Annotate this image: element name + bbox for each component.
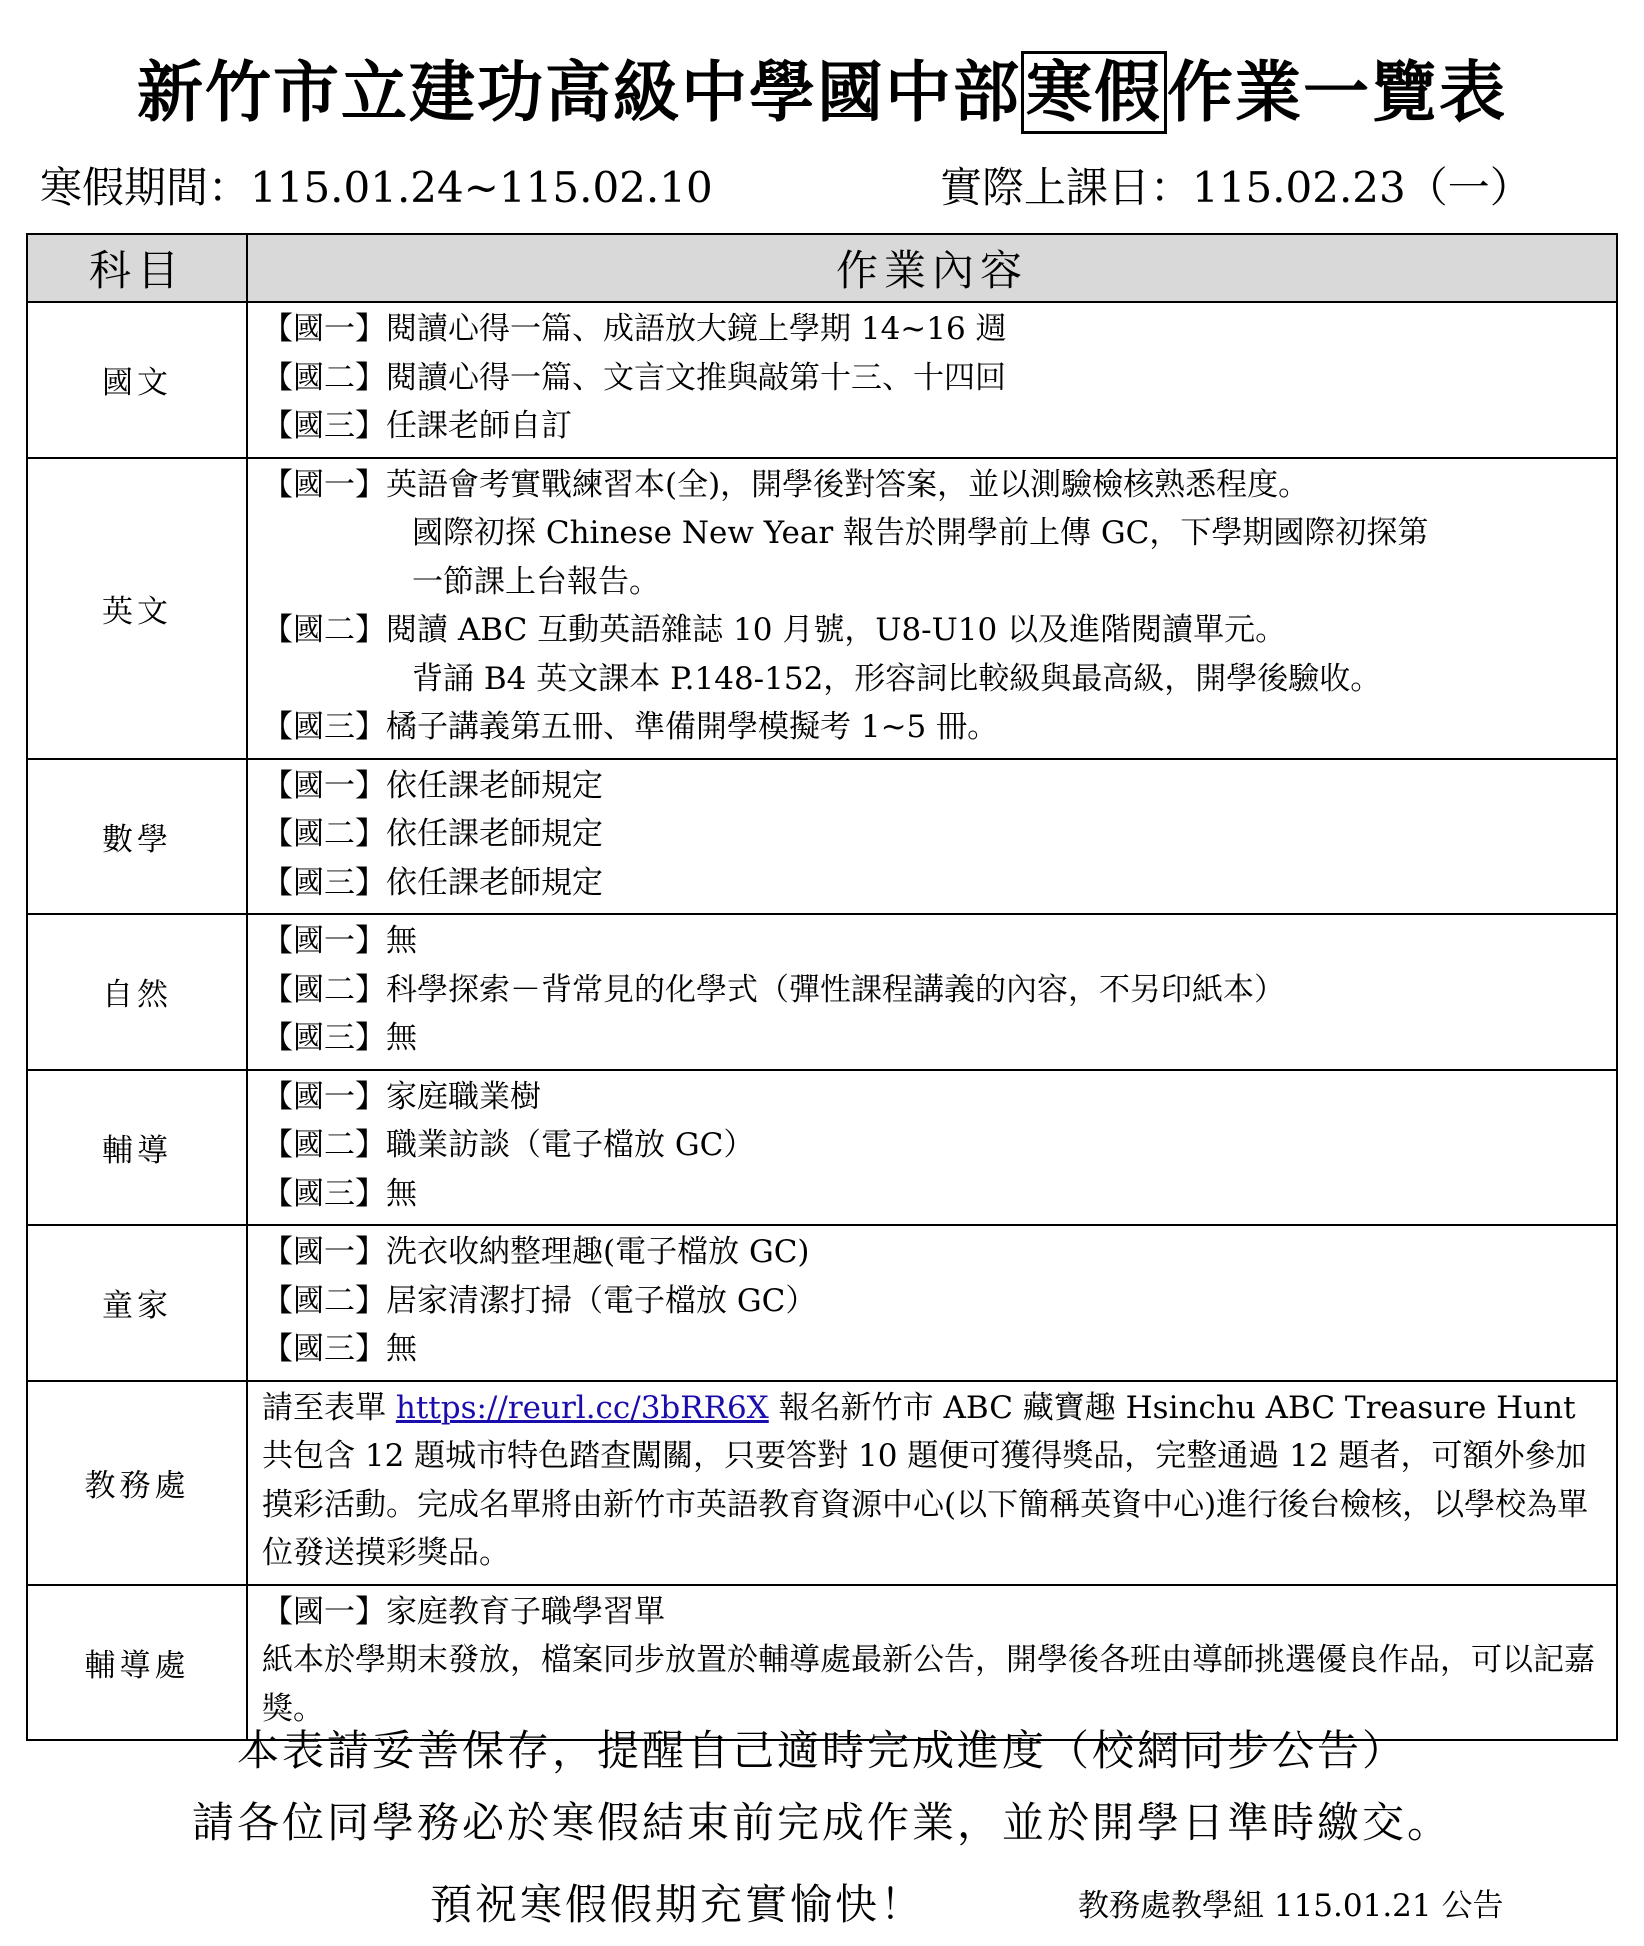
academic-office-text [262, 1384, 1606, 1578]
content-cell [247, 1381, 1617, 1585]
content-line [262, 966, 1606, 1015]
subject-cell: 英文 [27, 458, 247, 759]
content-cell [247, 1070, 1617, 1226]
table-row [27, 1070, 1617, 1226]
content-line [262, 509, 1606, 558]
grade-label: 【國一】 [262, 923, 386, 959]
table-row [27, 302, 1617, 458]
grade-label: 【國三】 [262, 408, 386, 444]
content-cell [247, 1225, 1617, 1381]
footer-deadline: 請各位同學務必於寒假結束前完成作業，並於開學日準時繳交。 [191, 1798, 1452, 1847]
footer-wishes: 預祝寒假假期充實愉快！ [430, 1880, 926, 1929]
assignment-text: 無 [386, 1175, 417, 1212]
grade-label: 【國三】 [262, 1331, 386, 1367]
grade-label: 【國二】 [262, 971, 386, 1008]
subject-cell: 教務處 [27, 1381, 247, 1585]
content-line [262, 917, 1606, 966]
announcement-notice: 教務處教學組 115.01.21 公告 [1078, 1888, 1504, 1924]
title-prefix: 新竹市立建功高級中學國中部 [137, 54, 1021, 131]
subject-cell: 國文 [27, 302, 247, 458]
grade-label: 【國二】 [262, 359, 386, 396]
table-row [27, 458, 1617, 759]
grade-label: 【國二】 [262, 1282, 386, 1319]
counseling-office-text: 紙本於學期末發放，檔案同步放置於輔導處最新公告，開學後各班由導師挑選優良作品，可以記嘉獎。 [262, 1642, 1595, 1727]
homework-table [26, 233, 1618, 1741]
assignment-text: 無 [386, 1331, 417, 1367]
assignment-text: 家庭教育子職學習單 [386, 1593, 665, 1630]
content-line [262, 461, 1606, 510]
content-line [262, 1588, 1606, 1637]
assignment-text: 科學探索－背常見的化學式（彈性課程講義的內容，不另印紙本） [386, 971, 1285, 1008]
content-line [262, 1121, 1606, 1170]
grade-label: 【國三】 [262, 864, 386, 901]
subject-cell: 輔導處 [27, 1585, 247, 1741]
assignment-text: 依任課老師規定 [386, 767, 603, 804]
grade-label: 【國三】 [262, 1020, 386, 1056]
content-line [262, 402, 1606, 451]
table-row [27, 914, 1617, 1070]
table-row [27, 1225, 1617, 1381]
content-cell [247, 914, 1617, 1070]
content-cell [247, 302, 1617, 458]
content-line [262, 762, 1606, 811]
content-line [262, 655, 1606, 704]
footer-reminder: 本表請妥善保存，提醒自己適時完成進度（校網同步公告） [236, 1726, 1407, 1775]
content-cell [247, 1585, 1617, 1741]
assignment-text: 依任課老師規定 [386, 816, 603, 852]
assignment-text: 閱讀心得一篇、成語放大鏡上學期 14~16 週 [386, 311, 1007, 347]
content-line [262, 1325, 1606, 1374]
assignment-text: 家庭職業樹 [386, 1078, 541, 1115]
content-line [262, 354, 1606, 403]
grade-label: 【國三】 [262, 709, 386, 745]
content-line [262, 810, 1606, 859]
assignment-text: 居家清潔打掃（電子檔放 GC） [386, 1282, 817, 1319]
table-row-academic-office [27, 1381, 1617, 1585]
assignment-text: 洗衣收納整理趣(電子檔放 GC) [386, 1234, 810, 1270]
content-line [262, 703, 1606, 752]
assignment-text: 職業訪談（電子檔放 GC） [386, 1127, 755, 1163]
assignment-text: 背誦 B4 英文課本 P.148-152，形容詞比較級與最高級，開學後驗收。 [412, 660, 1382, 697]
assignment-text: 橘子講義第五冊、準備開學模擬考 1~5 冊。 [386, 709, 999, 745]
assignment-text: 任課老師自訂 [386, 408, 572, 444]
text-before-link: 請至表單 [262, 1389, 396, 1426]
grade-label: 【國一】 [262, 1234, 386, 1270]
registration-link[interactable]: https://reurl.cc/3bRR6X [395, 1389, 769, 1426]
content-line [262, 1073, 1606, 1122]
subject-cell: 數學 [27, 759, 247, 915]
assignment-text: 無 [386, 1020, 417, 1056]
content-line [262, 1228, 1606, 1277]
content-line [262, 558, 1606, 607]
table-row [27, 759, 1617, 915]
title-boxed-word: 寒假 [1021, 51, 1167, 134]
grade-label: 【國一】 [262, 1593, 386, 1630]
page-title [0, 48, 1644, 138]
grade-label: 【國二】 [262, 816, 386, 852]
content-cell [247, 759, 1617, 915]
table-header-row [27, 234, 1617, 302]
grade-label: 【國一】 [262, 767, 386, 804]
grade-label: 【國三】 [262, 1175, 386, 1212]
content-line [262, 1277, 1606, 1326]
header-content: 作業內容 [247, 234, 1617, 302]
title-suffix: 作業一覽表 [1167, 54, 1507, 131]
grade-label: 【國二】 [262, 1127, 386, 1163]
subject-cell: 童家 [27, 1225, 247, 1381]
header-subject: 科目 [27, 234, 247, 302]
subject-cell: 輔導 [27, 1070, 247, 1226]
grade-label: 【國一】 [262, 311, 386, 347]
holiday-period: 寒假期間：115.01.24~115.02.10 [40, 163, 713, 212]
assignment-text: 英語會考實戰練習本(全)，開學後對答案，並以測驗檢核熟悉程度。 [386, 466, 1310, 503]
assignment-text: 閱讀 ABC 互動英語雜誌 10 月號，U8-U10 以及進階閱讀單元。 [386, 612, 1287, 648]
assignment-text: 國際初探 Chinese New Year 報告於開學前上傳 GC，下學期國際初探第 [412, 515, 1429, 551]
text-after-link: 報名新竹市 ABC 藏寶趣 Hsinchu ABC Treasure Hunt 共包含 12 題城市特色踏查闖關，只要答對 10 題便可獲得獎品，完整通過 12 題者，可額外參加摸彩活動。完成名單將由新竹市英語教育資源中心(以下簡稱英資中心)進行後台檢核，以學校為單位發送摸彩獎品。 [262, 1389, 1589, 1571]
assignment-text: 依任課老師規定 [386, 864, 603, 901]
content-line [262, 1014, 1606, 1063]
grade-label: 【國二】 [262, 612, 386, 648]
grade-label: 【國一】 [262, 1078, 386, 1115]
assignment-text: 閱讀心得一篇、文言文推與敲第十三、十四回 [386, 359, 1006, 396]
grade-label: 【國一】 [262, 466, 386, 503]
table-row-counseling-office [27, 1585, 1617, 1741]
content-line [262, 1170, 1606, 1219]
assignment-text: 一節課上台報告。 [412, 563, 660, 600]
school-start-date: 實際上課日：115.02.23（一） [940, 163, 1532, 212]
content-line [262, 305, 1606, 354]
assignment-text: 無 [386, 923, 417, 959]
content-cell [247, 458, 1617, 759]
content-line [262, 859, 1606, 908]
subject-cell: 自然 [27, 914, 247, 1070]
content-line [262, 606, 1606, 655]
